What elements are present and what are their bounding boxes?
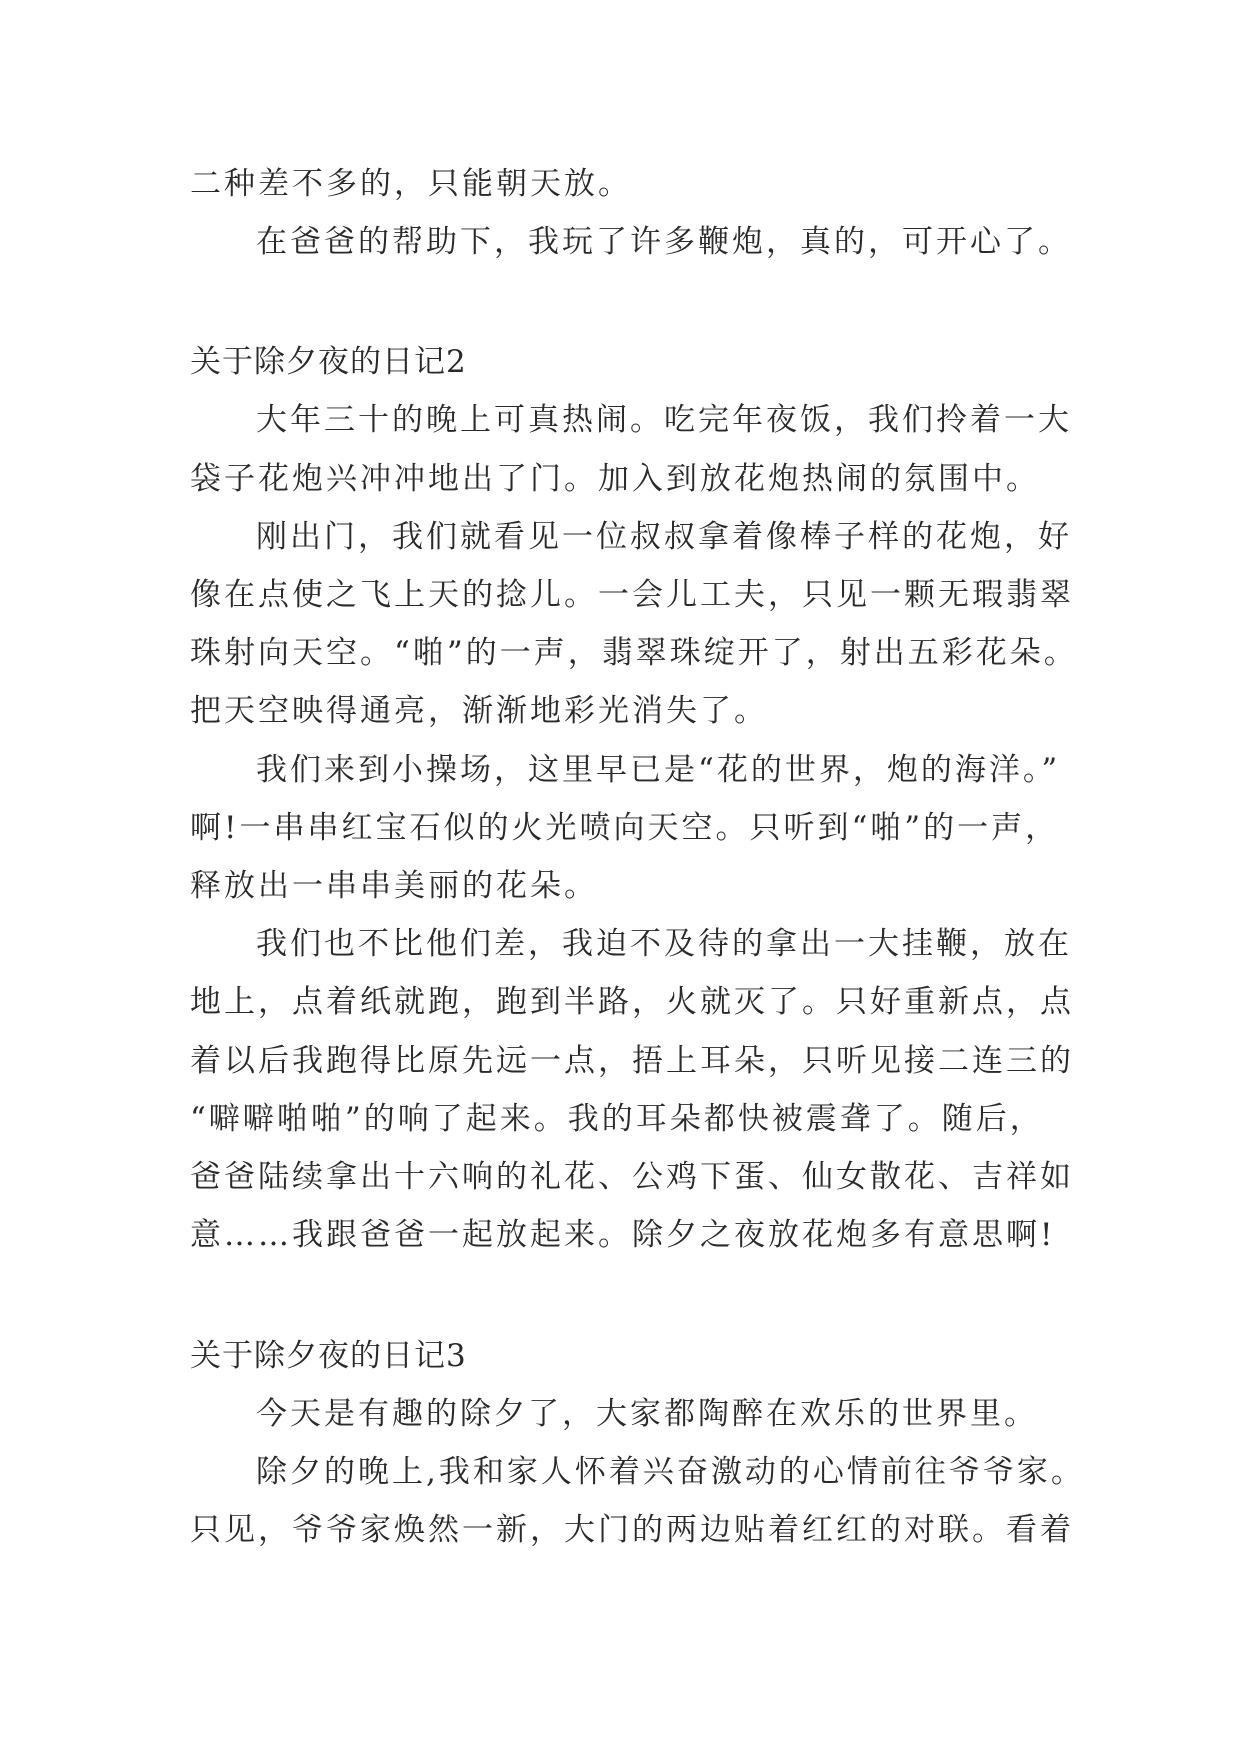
paragraph-line: 释放出一串串美丽的花朵。 (190, 868, 598, 904)
paragraph-line: 地上，点着纸就跑，跑到半路，火就灭了。只好重新点，点 (190, 984, 1074, 1020)
paragraph-line: 爸爸陆续拿出十六响的礼花、公鸡下蛋、仙女散花、吉祥如 (190, 1159, 1074, 1195)
paragraph-line: 像在点使之飞上天的捻儿。一会儿工夫，只见一颗无瑕翡翠 (190, 577, 1074, 613)
paragraph-line: 只见，爷爷家焕然一新，大门的两边贴着红红的对联。看着 (190, 1512, 1074, 1548)
paragraph-line: “噼噼啪啪”的响了起来。我的耳朵都快被震聋了。随后， (190, 1101, 1044, 1137)
paragraph-line: 袋子花炮兴冲冲地出了门。加入到放花炮热闹的氛围中。 (190, 461, 1040, 497)
paragraph-line: 意……我跟爸爸一起放起来。除夕之夜放花炮多有意思啊! (190, 1217, 1056, 1253)
paragraph-line: 刚出门，我们就看见一位叔叔拿着像棒子样的花炮，好 (256, 519, 1072, 555)
paragraph-line: 珠射向天空。“啪”的一声，翡翠珠绽开了，射出五彩花朵。 (190, 635, 1078, 671)
paragraph-line: 在爸爸的帮助下，我玩了许多鞭炮，真的，可开心了。 (256, 224, 1072, 260)
paragraph-line: 大年三十的晚上可真热闹。吃完年夜饭，我们拎着一大 (256, 402, 1072, 438)
paragraph-line: 我们来到小操场，这里早已是“花的世界，炮的海洋。” (256, 752, 1061, 788)
paragraph-line: 除夕的晚上,我和家人怀着兴奋激动的心情前往爷爷家。 (256, 1454, 1085, 1490)
paragraph-line: 啊!一串串红宝石似的火光喷向天空。只听到“啪”的一声， (190, 810, 1060, 846)
paragraph-line: 今天是有趣的除夕了，大家都陶醉在欢乐的世界里。 (256, 1396, 1038, 1432)
paragraph-line: 二种差不多的，只能朝天放。 (190, 166, 632, 202)
paragraph-line: 把天空映得通亮，渐渐地彩光消失了。 (190, 693, 768, 729)
paragraph-line: 着以后我跑得比原先远一点，捂上耳朵，只听见接二连三的 (190, 1043, 1074, 1079)
section-heading-3: 关于除夕夜的日记3 (190, 1338, 467, 1374)
section-heading-2: 关于除夕夜的日记2 (190, 344, 467, 380)
paragraph-line: 我们也不比他们差，我迫不及待的拿出一大挂鞭，放在 (256, 926, 1072, 962)
